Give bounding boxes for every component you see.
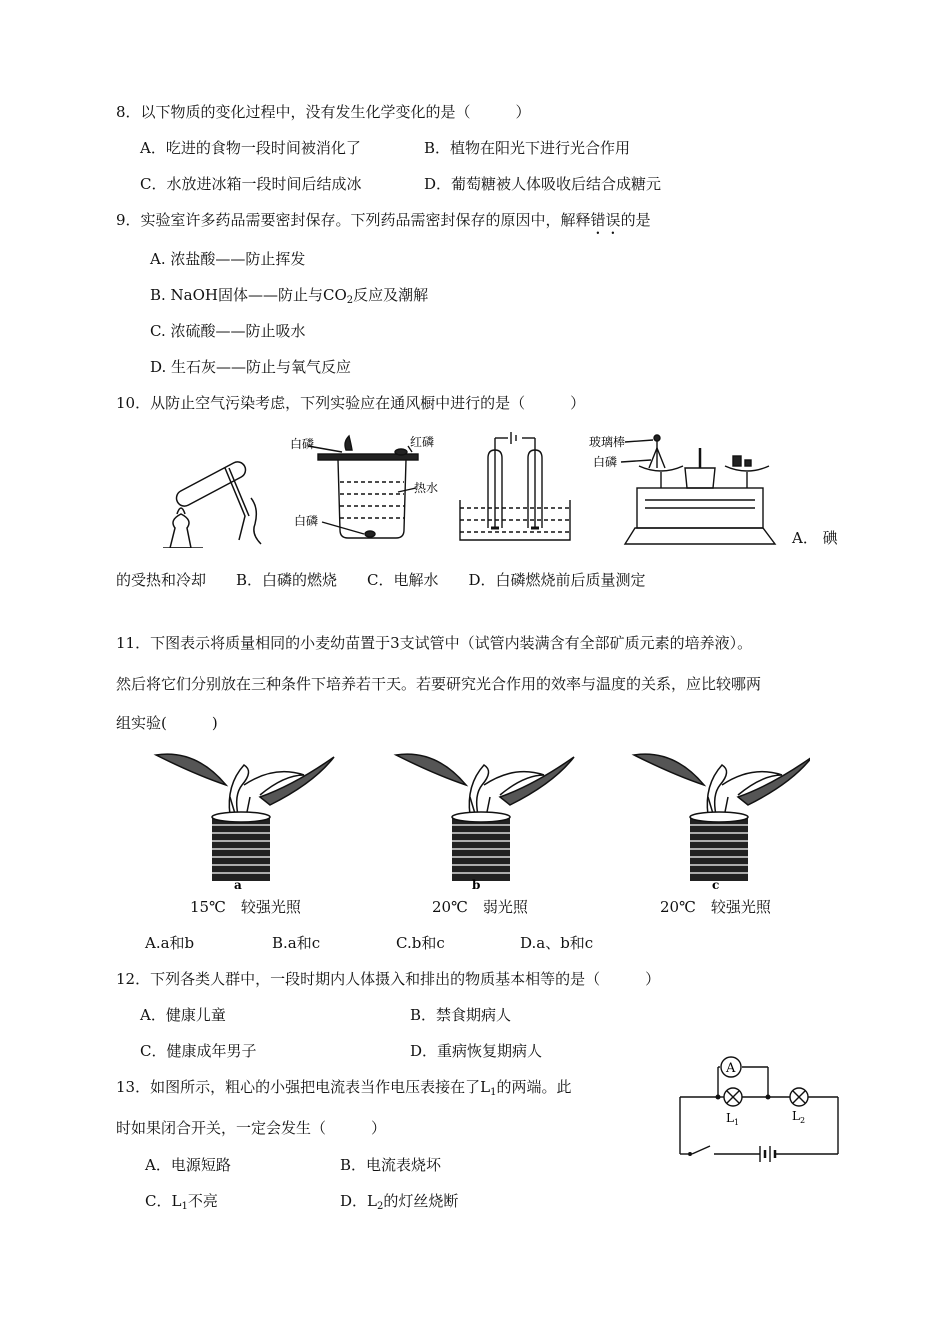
ammeter-label: A bbox=[726, 1061, 736, 1076]
plant-b-letter: b bbox=[472, 878, 481, 892]
q9-option-a[interactable]: A. 浓盐酸——防止挥发 bbox=[150, 250, 306, 268]
q12-option-d[interactable]: D．重病恢复期病人 bbox=[410, 1042, 543, 1060]
phosphorus-burning-figure bbox=[278, 430, 448, 548]
q11-stem-line3: 组实验( ) bbox=[116, 714, 218, 732]
electrolysis-figure bbox=[456, 428, 576, 546]
q9-emphasis: 错误 bbox=[590, 211, 621, 229]
q10-stem: 10．从防止空气污染考虑，下列实验应在通风橱中进行的是（ ） bbox=[116, 394, 586, 412]
q12-option-c[interactable]: C．健康成年男子 bbox=[140, 1042, 257, 1060]
label-hot-water: 热水 bbox=[414, 481, 439, 495]
q8-option-d[interactable]: D．葡萄糖被人体吸收后结合成糖元 bbox=[424, 175, 662, 193]
label-white-phosphorus-top: 白磷 bbox=[290, 437, 315, 451]
q11-option-a[interactable]: A.a和b bbox=[145, 934, 195, 952]
q9-option-d[interactable]: D. 生石灰——防止与氧气反应 bbox=[150, 358, 352, 376]
q9-stem: 9．实验室许多药品需要密封保存。下列药品需密封保存的原因中，解释错误的是 bbox=[116, 211, 651, 229]
plant-c bbox=[634, 754, 810, 881]
wheat-seedlings-figure bbox=[150, 745, 810, 895]
plant-b-condition: 20℃ 弱光照 bbox=[432, 898, 528, 916]
label-white-phosphorus-balance: 白磷 bbox=[593, 455, 618, 469]
q11-option-d[interactable]: D.a、b和c bbox=[520, 934, 594, 952]
q13-option-b[interactable]: B．电流表烧坏 bbox=[340, 1156, 442, 1174]
q9-option-c[interactable]: C. 浓硫酸——防止吸水 bbox=[150, 322, 306, 340]
q12-option-a[interactable]: A．健康儿童 bbox=[140, 1006, 226, 1024]
plant-c-condition: 20℃ 较强光照 bbox=[660, 898, 771, 916]
q10-options-line[interactable]: 的受热和冷却 B．白磷的燃烧 C．电解水 D．白磷燃烧前后质量测定 bbox=[116, 571, 646, 589]
plant-a-letter: a bbox=[234, 878, 242, 892]
q8-option-c[interactable]: C．水放进冰箱一段时间后结成冰 bbox=[140, 175, 362, 193]
l2-label: $L_2$ bbox=[792, 1109, 806, 1125]
plant-a-condition: 15℃ 较强光照 bbox=[190, 898, 301, 916]
q12-option-b[interactable]: B．禁食期病人 bbox=[410, 1006, 512, 1024]
q11-option-b[interactable]: B.a和c bbox=[272, 934, 321, 952]
q13-option-c[interactable]: C．$L_1$不亮 bbox=[145, 1192, 218, 1212]
circuit-figure bbox=[670, 1050, 850, 1170]
l1-label: $L_1$ bbox=[726, 1111, 740, 1127]
q8-option-a[interactable]: A．吃进的食物一段时间被消化了 bbox=[140, 139, 361, 157]
plant-b bbox=[396, 754, 574, 881]
label-red-phosphorus: 红磷 bbox=[410, 435, 435, 449]
plant-c-letter: c bbox=[712, 878, 720, 892]
label-white-phosphorus-bottom: 白磷 bbox=[294, 514, 319, 528]
q12-stem: 12．下列各类人群中，一段时期内人体摄入和排出的物质基本相等的是（ ） bbox=[116, 970, 661, 988]
iodine-heating-figure bbox=[155, 438, 270, 548]
q13-stem-line2: 时如果闭合开关，一定会发生（ ） bbox=[116, 1119, 387, 1137]
q11-option-c[interactable]: C.b和c bbox=[396, 934, 445, 952]
plant-a bbox=[156, 754, 334, 881]
balance-figure bbox=[585, 428, 785, 546]
label-glass-rod: 玻璃棒 bbox=[589, 435, 626, 449]
q13-stem-line1: 13．如图所示，粗心的小强把电流表当作电压表接在了$L_1$的两端。此 bbox=[116, 1078, 572, 1098]
q11-stem-line2: 然后将它们分别放在三种条件下培养若干天。若要研究光合作用的效率与温度的关系，应比较哪两 bbox=[116, 675, 762, 693]
q13-option-a[interactable]: A．电源短路 bbox=[145, 1156, 231, 1174]
q8-option-b[interactable]: B．植物在阳光下进行光合作用 bbox=[424, 139, 631, 157]
q8-stem: 8．以下物质的变化过程中，没有发生化学变化的是（ ） bbox=[116, 103, 531, 121]
q9-option-b[interactable]: B. NaOH固体——防止与$CO_2$反应及潮解 bbox=[150, 286, 429, 306]
q11-stem-line1: 11．下图表示将质量相同的小麦幼苗置于3支试管中（试管内装满含有全部矿质元素的培养液）。 bbox=[116, 634, 753, 652]
q10-option-a-head[interactable]: A． 碘 bbox=[792, 529, 838, 547]
q13-option-d[interactable]: D．$L_2$的灯丝烧断 bbox=[340, 1192, 459, 1212]
